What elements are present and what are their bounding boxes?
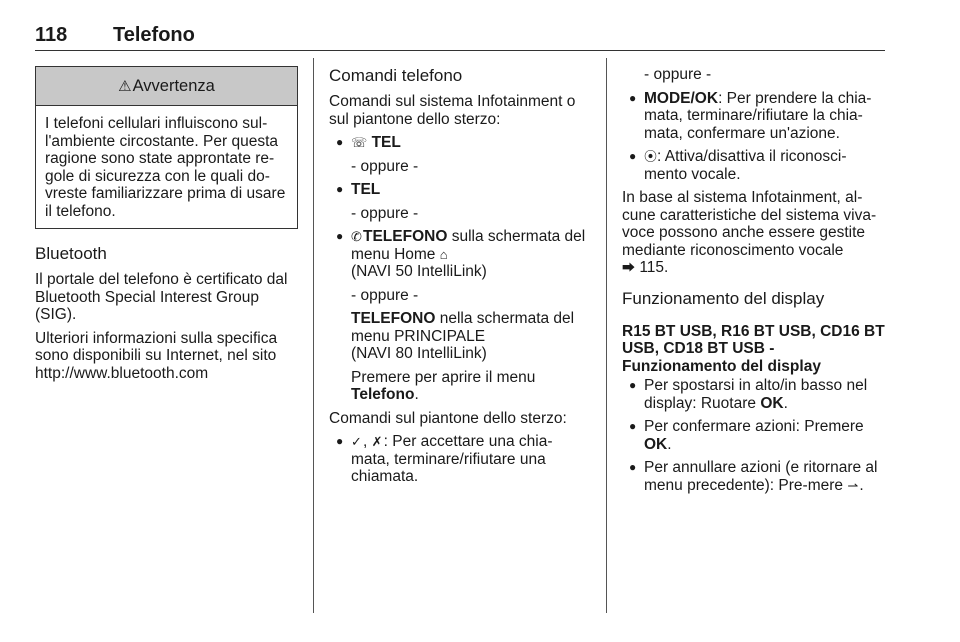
item-text: Premere per aprire il menu [351, 368, 536, 386]
warning-header [36, 67, 297, 106]
bluetooth-heading: Bluetooth [35, 244, 107, 263]
bullet: ● [336, 229, 344, 243]
warning-triangle-icon: ⚠ [118, 78, 132, 95]
chapter-title: Telefono [113, 24, 195, 46]
bullet: ● [629, 460, 637, 474]
oppure-text: - oppure - [351, 204, 419, 222]
separator: , [363, 433, 368, 450]
body-paragraph [622, 189, 885, 277]
list-item [622, 377, 885, 412]
oppure-text: - oppure - [351, 286, 419, 304]
item-text: nella schermata del menu PRINCIPALE [351, 310, 575, 345]
bullet: ● [629, 419, 637, 433]
voice-recognition-icon: ⦿ [644, 149, 658, 164]
bullet: ● [336, 135, 344, 149]
bullet: ● [336, 434, 344, 448]
column-left [35, 66, 298, 388]
bluetooth-paragraph: Il portale del telefono è certificato dal Bluetooth Special Interest Group (SIG). [35, 271, 288, 323]
control-label: OK [760, 394, 784, 412]
oppure-text: - oppure - [351, 157, 419, 175]
bullet: ● [629, 378, 637, 392]
page-header [35, 18, 885, 51]
oppure-text: - oppure - [644, 66, 712, 83]
bullet: ● [629, 149, 637, 163]
phone-box-icon: ☏ [351, 135, 368, 150]
press-item [329, 369, 591, 404]
item-text: sulla schermata del menu Home [351, 228, 586, 263]
subheading: R15 BT USB, R16 BT USB, CD16 BT USB, CD18 BT USB - Funzionamento del display [622, 322, 885, 375]
bullet: ● [629, 90, 637, 105]
handset-icon: ✆ [351, 229, 362, 244]
item-text: : Per prendere la chia-mata, terminare/rifiutare la chia-mata, confermare un'azione. [644, 89, 872, 142]
punctuation: . [414, 386, 419, 403]
warning-box [35, 66, 298, 229]
list-item [329, 228, 591, 281]
list-item [622, 148, 885, 183]
item-text: Per spostarsi in alto/in basso nel display: Ruotare [644, 377, 868, 412]
page-number: 118 [35, 24, 68, 46]
home-icon: ⌂ [439, 246, 448, 262]
warning-title: Avvertenza [132, 77, 215, 95]
punctuation: . [667, 435, 672, 453]
list-item [622, 459, 885, 494]
call-accept-icon: ✓ [351, 434, 362, 449]
control-label: Telefono [351, 386, 415, 403]
punctuation: . [859, 476, 864, 494]
bullet: ● [336, 182, 344, 196]
column-middle [329, 66, 591, 492]
intro-paragraph: Comandi sul sistema Infotainment o sul piantone dello sterzo: [329, 93, 576, 128]
column-divider [606, 58, 607, 613]
punctuation: . [783, 394, 788, 412]
item-note: (NAVI 80 IntelliLink) [351, 345, 487, 362]
page-reference: 115. [639, 259, 669, 276]
back-arrow-icon: ⇀ [847, 477, 859, 493]
list-item [329, 181, 591, 199]
item-text: : Attiva/disattiva il riconosci-mento vocale. [644, 148, 847, 183]
control-label: TELEFONO [351, 310, 436, 327]
list-item [622, 418, 885, 453]
control-label: TEL [351, 181, 381, 198]
control-label: MODE/OK [644, 89, 719, 107]
item-text: : Per accettare una chia-mata, terminare/rifiutare una chiamata. [351, 433, 553, 485]
paragraph-text: In base al sistema Infotainment, al-cune caratteristiche del sistema viva-voce possono anche essere gestite mediante riconoscimento vocale [622, 189, 877, 259]
list-item [329, 134, 591, 152]
alt-item [329, 310, 591, 363]
control-label: OK [644, 435, 668, 453]
column-right [622, 66, 885, 500]
display-heading: Funzionamento del display [622, 288, 825, 308]
item-text: Per confermare azioni: Premere [644, 418, 864, 435]
list-item [622, 90, 885, 143]
section-heading: Comandi telefono [329, 66, 463, 85]
item-text: Per annullare azioni (e ritornare al menu precedente): Pre-mere [644, 459, 878, 494]
call-reject-icon: ✗ [371, 434, 383, 449]
control-label: TELEFONO [363, 228, 448, 245]
item-note: (NAVI 50 IntelliLink) [351, 263, 487, 280]
control-label: TEL [371, 134, 401, 151]
warning-text: I telefoni cellulari influiscono sul-l'ambiente circostante. Per questa ragione sono state approntate re-gole di sicurezza con le quali do-vreste familiarizzare prima di usare il telefono. [45, 115, 286, 220]
column-divider [313, 58, 314, 613]
bluetooth-paragraph: Ulteriori informazioni sulla specifica sono disponibili su Internet, nel sito http://www.bluetooth.com [35, 329, 278, 382]
steering-intro: Comandi sul piantone dello sterzo: [329, 409, 567, 427]
list-item [329, 433, 591, 486]
page-reference-icon: ⮕ [622, 260, 636, 275]
